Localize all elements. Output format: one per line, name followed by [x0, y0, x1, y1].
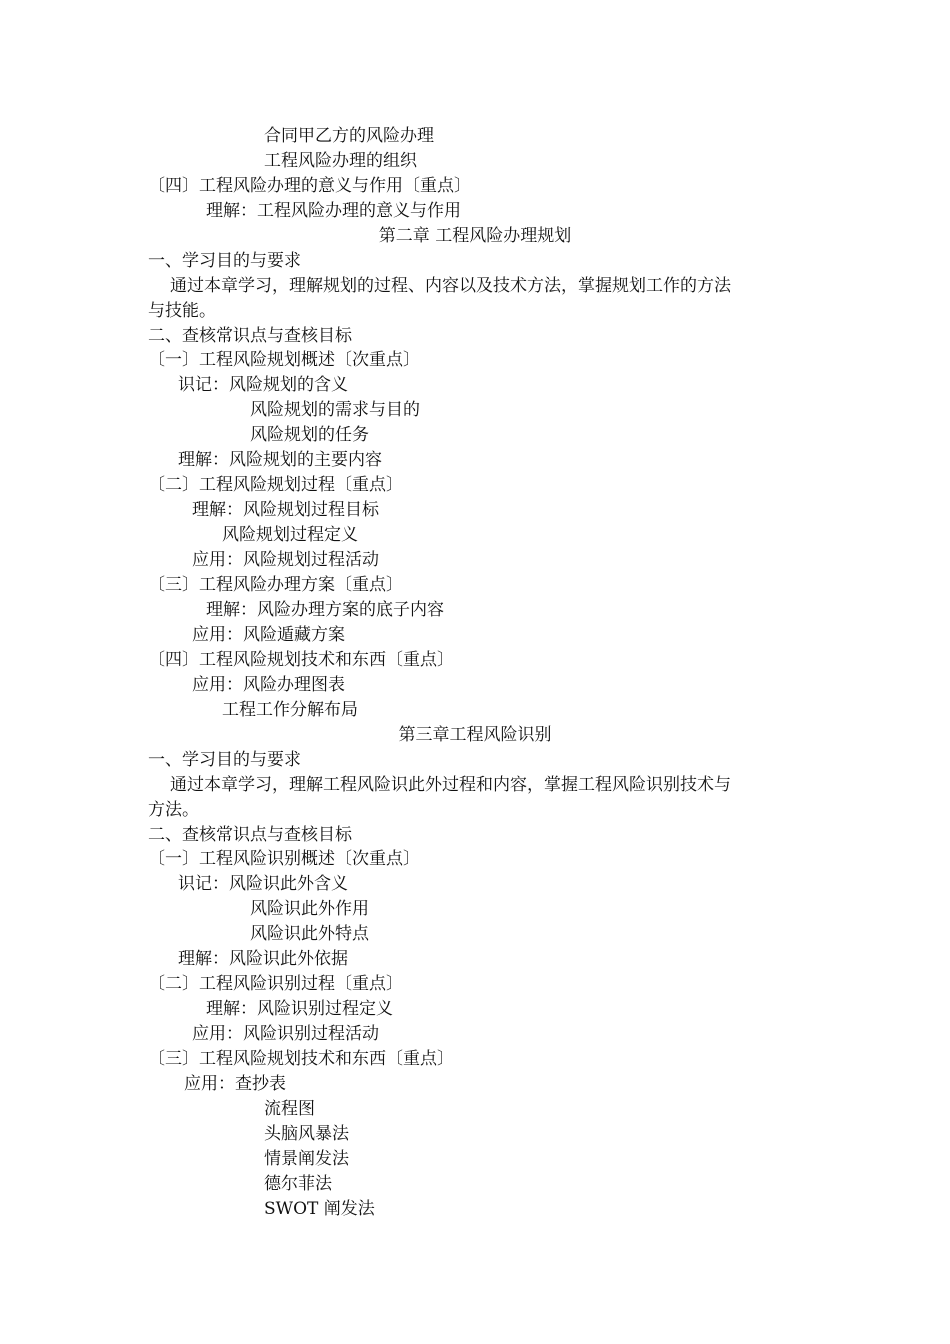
text-line: 风险识此外特点: [250, 924, 369, 944]
paragraph-line: 方法。: [148, 800, 199, 820]
text-line: 合同甲乙方的风险办理: [264, 126, 434, 146]
text-line: 工程工作分解布局: [222, 700, 358, 720]
text-line: 风险规划的任务: [250, 425, 369, 445]
paragraph-line: 与技能。: [148, 301, 216, 321]
text-line: 应用：风险规划过程活动: [192, 550, 379, 570]
text-line: 头脑风暴法: [264, 1124, 349, 1144]
paragraph-line: 通过本章学习，理解规划的过程、内容以及技术方法，掌握规划工作的方法: [170, 276, 731, 296]
section-heading: 〔二〕工程风险规划过程〔重点〕: [148, 475, 403, 495]
section-heading: 一、学习目的与要求: [148, 251, 301, 271]
text-line: 流程图: [264, 1099, 315, 1119]
paragraph-line: 通过本章学习，理解工程风险识此外过程和内容，掌握工程风险识别技术与: [170, 775, 731, 795]
section-heading: 二、查核常识点与查核目标: [148, 326, 352, 346]
text-line: 理解：工程风险办理的意义与作用: [206, 201, 461, 221]
section-heading: 〔一〕工程风险识别概述〔次重点〕: [148, 849, 420, 869]
section-heading: 〔四〕工程风险办理的意义与作用〔重点〕: [148, 176, 471, 196]
text-line: 风险规划过程定义: [222, 525, 358, 545]
section-heading: 〔四〕工程风险规划技术和东西〔重点〕: [148, 650, 454, 670]
section-heading: 〔三〕工程风险规划技术和东西〔重点〕: [148, 1049, 454, 1069]
text-line: 应用：风险办理图表: [192, 675, 345, 695]
text-line: 工程风险办理的组织: [264, 151, 417, 171]
text-line: 理解：风险办理方案的底子内容: [206, 600, 444, 620]
text-line: 识记：风险识此外含义: [178, 874, 348, 894]
text-line: 应用：风险识别过程活动: [192, 1024, 379, 1044]
section-heading: 〔一〕工程风险规划概述〔次重点〕: [148, 350, 420, 370]
section-heading: 〔三〕工程风险办理方案〔重点〕: [148, 575, 403, 595]
text-line: 风险识此外作用: [250, 899, 369, 919]
text-line: SWOT 阐发法: [264, 1199, 375, 1219]
section-heading: 二、查核常识点与查核目标: [148, 825, 352, 845]
text-line: 理解：风险识别过程定义: [206, 999, 393, 1019]
chapter-title: 第二章 工程风险办理规划: [378, 226, 572, 246]
text-line: 情景阐发法: [264, 1149, 349, 1169]
section-heading: 〔二〕工程风险识别过程〔重点〕: [148, 974, 403, 994]
text-line: 应用：风险遁藏方案: [192, 625, 345, 645]
text-line: 识记：风险规划的含义: [178, 375, 348, 395]
chapter-title: 第三章工程风险识别: [398, 725, 552, 745]
text-line: 德尔菲法: [264, 1174, 332, 1194]
text-line: 理解：风险规划的主要内容: [178, 450, 382, 470]
text-line: 理解：风险规划过程目标: [192, 500, 379, 520]
section-heading: 一、学习目的与要求: [148, 750, 301, 770]
text-line: 风险规划的需求与目的: [250, 400, 420, 420]
text-line: 应用：查抄表: [184, 1074, 286, 1094]
text-line: 理解：风险识此外依据: [178, 949, 348, 969]
